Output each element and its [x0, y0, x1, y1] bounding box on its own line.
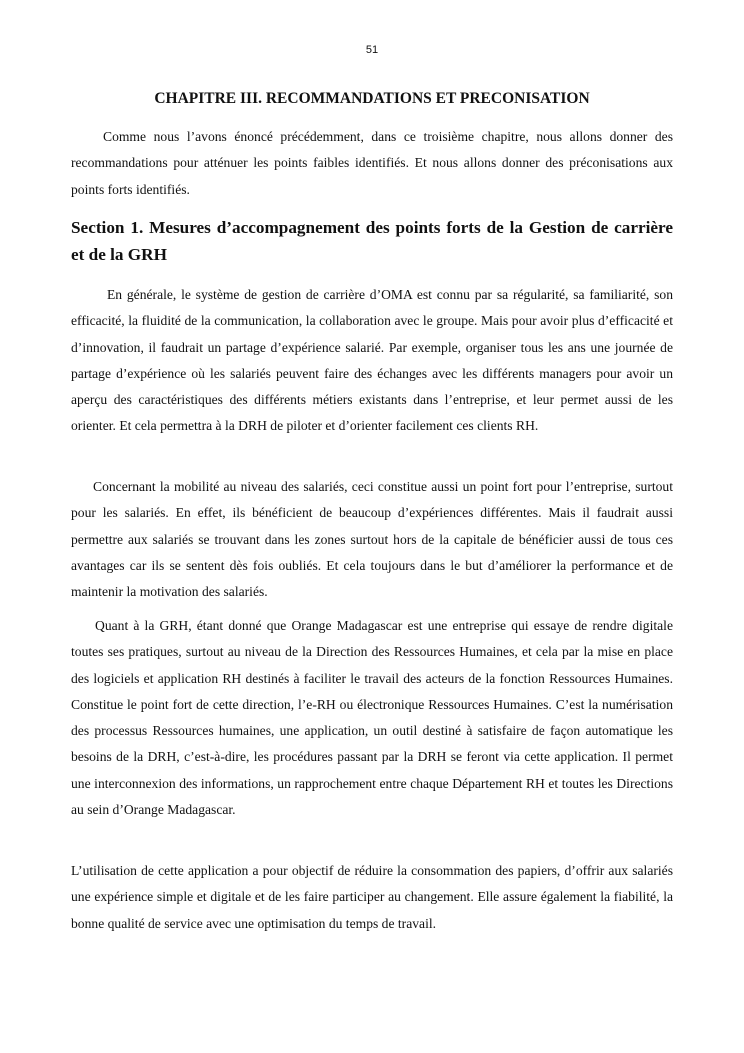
paragraph-application-objective: L’utilisation de cette application a pour objectif de réduire la consommation des papiers, d’offrir aux salariés une expérience simple et digitale et de les faire participer au changement. Elle assure également la fiabilité, la bonne qualité de service avec une optimisation du temps de travail. [71, 863, 673, 931]
paragraph-grh-digital: Quant à la GRH, étant donné que Orange Madagascar est une entreprise qui essaye de rendre digitale toutes ses pratiques, surtout au niveau de la Direction des Ressources Humaines, et cela par la mise en place des logiciels et application RH destinés à faciliter le travail des acteurs de la fonction Ressources Humaines. Constitue le point fort de cette direction, l’e-RH ou électronique Ressources Humaines. C’est la numérisation des processus Ressources humaines, une application, un outil destiné à satisfaire de façon automatique les besoins de la DRH, c’est-à-dire, les procédures passant par la DRH se feront via cette application. Il permet une interconnexion des informations, un rapprochement entre chaque Département RH et toutes les Directions au sein d’Orange Madagascar. [71, 618, 673, 818]
chapter-title: CHAPITRE III. RECOMMANDATIONS ET PRECONISATION [154, 90, 590, 107]
paragraph-career-management: En générale, le système de gestion de carrière d’OMA est connu par sa régularité, sa familiarité, son efficacité, la fluidité de la communication, la collaboration avec le groupe. Mais pour avoir plus d’efficacité et d’innovation, il faudrait un partage d’expérience salarié. Par exemple, organiser tous les ans une journée de partage d’expérience où les salariés peuvent faire des échanges avec les différents managers pour avoir un aperçu des caractéristiques des différents métiers existants dans l’entreprise, et leur permet aussi de les orienter. Et cela permettra à la DRH de piloter et d’orienter facilement ces clients RH. [71, 287, 673, 434]
section-title: Section 1. Mesures d’accompagnement des points forts de la Gestion de carrière et de la GRH [71, 218, 673, 264]
paragraph-mobility: Concernant la mobilité au niveau des salariés, ceci constitue aussi un point fort pour l’entreprise, surtout pour les salariés. En effet, ils bénéficient de beaucoup d’expériences différentes. Mais il faudrait aussi permettre aux salariés se trouvant dans les zones surtout hors de la capitale de bénéficier aussi de tous ces avantages car ils se sentent dès fois oubliés. Et cela toujours dans le but d’améliorer la performance et de maintenir la motivation des salariés. [71, 479, 673, 600]
paragraph-intro: Comme nous l’avons énoncé précédemment, dans ce troisième chapitre, nous allons donner des recommandations pour atténuer les points faibles identifiés. Et nous allons donner des préconisations aux points forts identifiés. [71, 129, 673, 197]
page-number: 51 [365, 44, 379, 56]
